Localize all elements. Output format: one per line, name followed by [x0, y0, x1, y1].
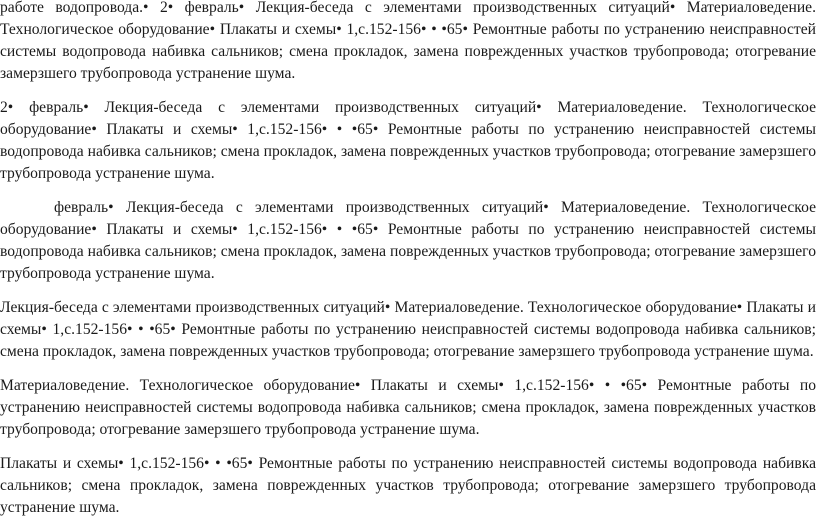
- paragraph-1: работе водопровода.• 2• февраль• Лекция-беседа с элементами производственных ситуаций• Материаловедение. Технологическое оборудование• Плакаты и схемы• 1,с.152-156• • •65• Ремонтные работы по устранению неисправностей системы водопровода набивка сальников; смена прокладок, замена поврежденных участков трубопровода; отогревание замерзшего трубопровода устранение шума.: [0, 0, 816, 82]
- paragraph-6: Плакаты и схемы• 1,с.152-156• • •65• Ремонтные работы по устранению неисправностей системы водопровода набивка сальников; смена прокладок, замена поврежденных участков трубопровода; отогревание замерзшего трубопровода устранение шума.: [0, 455, 816, 516]
- paragraph-3: февраль• Лекция-беседа с элементами производственных ситуаций• Материаловедение. Технологическое оборудование• Плакаты и схемы• 1,с.152-156• • •65• Ремонтные работы по устранению неисправностей системы водопровода набивка сальников; смена прокладок, замена поврежденных участков трубопровода; отогревание замерзшего трубопровода устранение шума.: [0, 199, 816, 282]
- paragraph-4: Лекция-беседа с элементами производственных ситуаций• Материаловедение. Технологическое оборудование• Плакаты и схемы• 1,с.152-156• • •65• Ремонтные работы по устранению неисправностей системы водопровода набивка сальников; смена прокладок, замена поврежденных участков трубопровода; отогревание замерзшего трубопровода устранение шума.: [0, 299, 816, 360]
- paragraph-5: Материаловедение. Технологическое оборудование• Плакаты и схемы• 1,с.152-156• • •65• Ремонтные работы по устранению неисправностей системы водопровода набивка сальников; смена прокладок, замена поврежденных участков трубопровода; отогревание замерзшего трубопровода устранение шума.: [0, 377, 816, 438]
- paragraph-2: 2• февраль• Лекция-беседа с элементами производственных ситуаций• Материаловедение. Технологическое оборудование• Плакаты и схемы• 1,с.152-156• • •65• Ремонтные работы по устранению неисправностей системы водопровода набивка сальников; смена прокладок, замена поврежденных участков трубопровода; отогревание замерзшего трубопровода устранение шума.: [0, 99, 816, 182]
